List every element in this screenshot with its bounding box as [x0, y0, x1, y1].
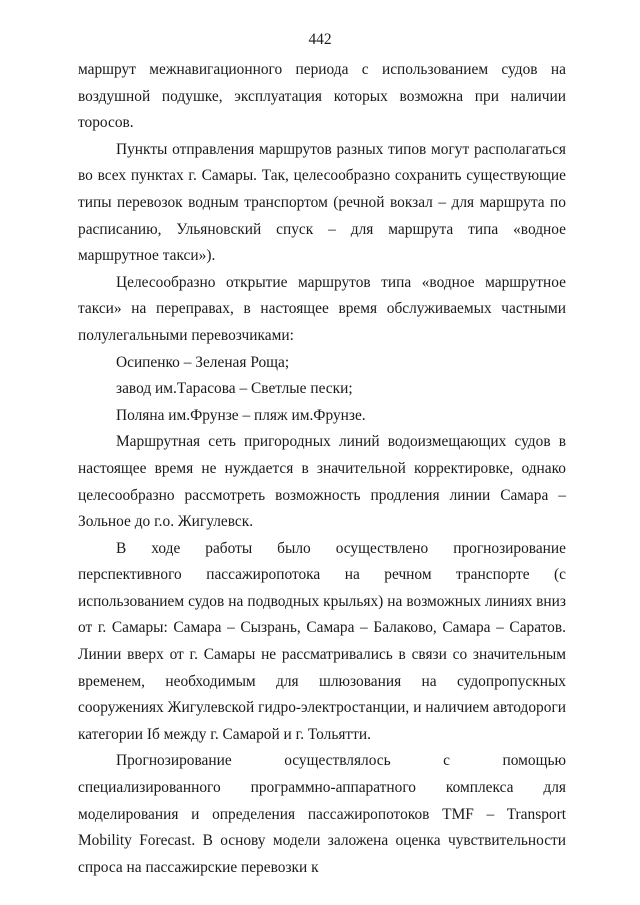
paragraph-forecast-work: В ходе работы было осуществлено прогнозирование перспективного пассажиропотока на речном транспорте (с использованием судов на подводных крыльях) на возможных линиях вниз от г. Самары: Самара – Сызрань, Самара – Балаково, Самара – Саратов. Линии вверх от г. Самары не рассматривались в связи со значительным временем, необходимым для шлюзования на судопропускных сооружениях Жигулевской гидро-электростанции, и наличием автодороги категории Iб между г. Самарой и г. Тольятти.: [78, 539, 566, 743]
paragraph-forecast-method: Прогнозирование осуществлялось с помощью специализированного программно-аппаратного комплекса для моделирования и определения пассажиропотоков TMF – Transport Mobility Forecast. В основу модели заложена оценка чувствительности спроса на пассажирские перевозки к: [78, 752, 566, 876]
page-content: [78, 57, 566, 881]
paragraph-departure-points: Пункты отправления маршрутов разных типов могут располагаться во всех пунктах г. Самары. Так, целесообразно сохранить существующие типы перевозок водным транспортом (речной вокзал – для маршрута по расписанию, Ульяновский спуск – для маршрута типа «водное маршрутное такси»).: [78, 140, 566, 265]
paragraph-continuation: маршрут межнавигационного периода с использованием судов на воздушной подушке, эксплуатация которых возможна при наличии торосов.: [78, 61, 566, 132]
paragraph-water-taxi: Целесообразно открытие маршрутов типа «водное маршрутное такси» на переправах, в настоящее время обслуживаемых частными полулегальными перевозчиками:: [78, 273, 566, 344]
list-item: Поляна им.Фрунзе – пляж им.Фрунзе.: [116, 406, 366, 424]
page-number: 442: [308, 31, 332, 48]
list-item: завод им.Тарасова – Светлые пески;: [116, 380, 353, 398]
list-item: Осипенко – Зеленая Роща;: [116, 353, 290, 371]
paragraph-suburban-network: Маршрутная сеть пригородных линий водоизмещающих судов в настоящее время не нуждается в значительной корректировке, однако целесообразно рассмотреть возможность продления линии Самара – Зольное до г.о. Жигулевск.: [78, 433, 566, 531]
